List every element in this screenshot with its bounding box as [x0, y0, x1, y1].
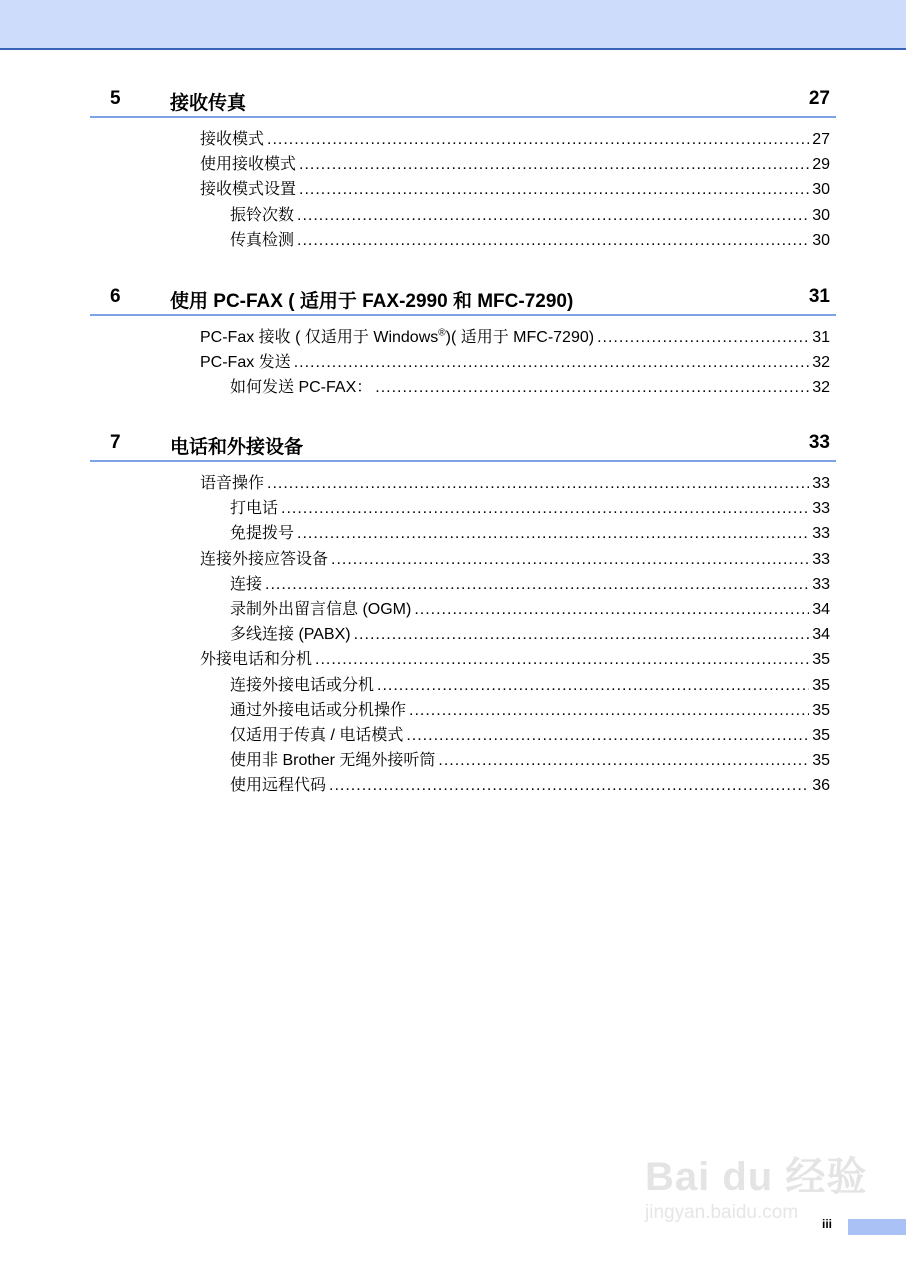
chapter-number: 5 — [110, 88, 121, 109]
toc-entry[interactable] — [90, 176, 830, 201]
entry-title: 语音操作 — [200, 475, 265, 492]
dot-leader — [438, 752, 809, 770]
entry-page: 29 — [812, 156, 830, 174]
dot-leader — [297, 207, 809, 225]
chapter-heading[interactable] — [90, 430, 836, 462]
toc-entry[interactable] — [90, 227, 830, 252]
chapter-heading[interactable] — [90, 284, 836, 316]
dot-leader — [414, 601, 809, 619]
entry-page: 27 — [812, 131, 830, 148]
toc-entry[interactable] — [90, 374, 830, 399]
header-band — [0, 0, 906, 50]
chapter-page: 31 — [808, 286, 830, 307]
entry-title: 通过外接电话或分机操作 — [230, 701, 407, 719]
toc-entry[interactable] — [90, 349, 830, 374]
chapter-title: 电话和外接设备 — [170, 437, 304, 458]
entry-title: 接收模式 — [200, 131, 265, 148]
entry-page: 36 — [812, 777, 830, 795]
toc-entry[interactable] — [90, 495, 830, 520]
chapter-entries — [90, 324, 836, 400]
dot-leader — [267, 131, 809, 149]
chapter-page: 27 — [808, 88, 830, 109]
toc-entry[interactable] — [90, 596, 830, 621]
entry-page: 33 — [812, 500, 830, 518]
entry-title: 外接电话和分机 — [200, 651, 313, 669]
dot-leader — [294, 354, 810, 372]
entry-page: 33 — [812, 525, 830, 543]
dot-leader — [329, 777, 809, 795]
entry-title: 打电话 — [230, 500, 279, 518]
entry-page: 30 — [812, 206, 830, 224]
toc-entry[interactable] — [90, 772, 830, 797]
toc-entry[interactable] — [90, 646, 830, 671]
chapter-entries — [90, 470, 836, 797]
page-number: iii — [822, 1217, 833, 1231]
entry-page: 35 — [812, 752, 830, 770]
chapter-page: 33 — [808, 432, 830, 453]
chapter-number: 6 — [110, 286, 121, 307]
entry-page: 33 — [812, 575, 830, 593]
entry-title: 接收模式设置 — [200, 181, 297, 199]
dot-leader — [331, 551, 809, 569]
entry-title: 连接外接电话或分机 — [230, 676, 375, 694]
entry-title: 录制外出留言信息 (OGM) — [230, 600, 412, 618]
dot-leader — [299, 181, 809, 199]
entry-title: 连接外接应答设备 — [200, 550, 329, 568]
entry-title: 使用非 Brother 无绳外接听筒 — [230, 752, 436, 770]
toc-entry[interactable] — [90, 324, 830, 349]
toc-entry[interactable] — [90, 621, 830, 646]
entry-title: PC-Fax 接收 ( 仅适用于 Windows — [200, 329, 439, 346]
entry-page: 35 — [812, 726, 830, 744]
entry-page: 34 — [812, 600, 830, 618]
entry-title: 使用接收模式 — [200, 156, 297, 174]
dot-leader — [299, 156, 809, 174]
entry-title: 使用远程代码 — [230, 777, 327, 795]
dot-leader — [265, 576, 809, 594]
toc-entry[interactable] — [90, 126, 830, 151]
dot-leader — [354, 626, 810, 644]
entry-title-cont: )( 适用于 MFC-7290) — [445, 329, 595, 346]
entry-page: 34 — [812, 626, 830, 644]
dot-leader — [406, 727, 809, 745]
entry-page: 33 — [812, 550, 830, 568]
entry-title: 多线连接 (PABX) — [230, 626, 351, 644]
entry-title: 免提拨号 — [230, 525, 295, 543]
entry-page: 35 — [812, 676, 830, 694]
toc-entry[interactable] — [90, 571, 830, 596]
toc-entry[interactable] — [90, 470, 830, 495]
dot-leader — [375, 379, 809, 397]
entry-title: 振铃次数 — [230, 206, 295, 224]
watermark-logo: Bai du 经验 — [645, 1155, 868, 1199]
entry-page: 35 — [812, 701, 830, 719]
baidu-watermark — [645, 1145, 867, 1224]
dot-leader — [315, 651, 809, 669]
dot-leader — [297, 525, 809, 543]
entry-page: 30 — [812, 181, 830, 199]
toc-entry[interactable] — [90, 151, 830, 176]
chapter-5 — [90, 86, 836, 252]
entry-title: PC-Fax 发送 — [200, 354, 291, 372]
chapter-6 — [90, 284, 836, 400]
chapter-title: 接收传真 — [170, 93, 247, 114]
toc-entry[interactable] — [90, 520, 830, 545]
chapter-heading[interactable] — [90, 86, 836, 118]
entry-page: 31 — [812, 329, 830, 346]
toc-entry[interactable] — [90, 672, 830, 697]
toc-entry[interactable] — [90, 722, 830, 747]
dot-leader — [297, 232, 809, 250]
entry-page: 32 — [812, 354, 830, 372]
entry-page: 32 — [812, 379, 830, 397]
entry-title: 传真检测 — [230, 231, 295, 249]
entry-page: 30 — [812, 231, 830, 249]
entry-page: 33 — [812, 475, 830, 492]
chapter-entries — [90, 126, 836, 252]
entry-page: 35 — [812, 651, 830, 669]
toc-entry[interactable] — [90, 697, 830, 722]
chapter-title: 使用 PC-FAX ( 适用于 FAX-2990 和 MFC-7290) — [170, 291, 574, 312]
toc-entry[interactable] — [90, 202, 830, 227]
registered-mark: ® — [438, 327, 446, 339]
entry-title: 仅适用于传真 / 电话模式 — [230, 726, 404, 744]
chapter-7 — [90, 430, 836, 797]
dot-leader — [377, 677, 809, 695]
toc-entry[interactable] — [90, 747, 830, 772]
toc-entry[interactable] — [90, 546, 830, 571]
entry-title: 连接 — [230, 575, 263, 593]
footer-bar — [848, 1219, 906, 1235]
dot-leader — [267, 475, 809, 493]
entry-title: 如何发送 PC-FAX： — [230, 379, 373, 397]
dot-leader — [281, 500, 809, 518]
dot-leader — [409, 702, 809, 720]
chapter-number: 7 — [110, 432, 121, 453]
dot-leader — [597, 329, 809, 347]
watermark-url: jingyan.baidu.com — [645, 1202, 799, 1223]
